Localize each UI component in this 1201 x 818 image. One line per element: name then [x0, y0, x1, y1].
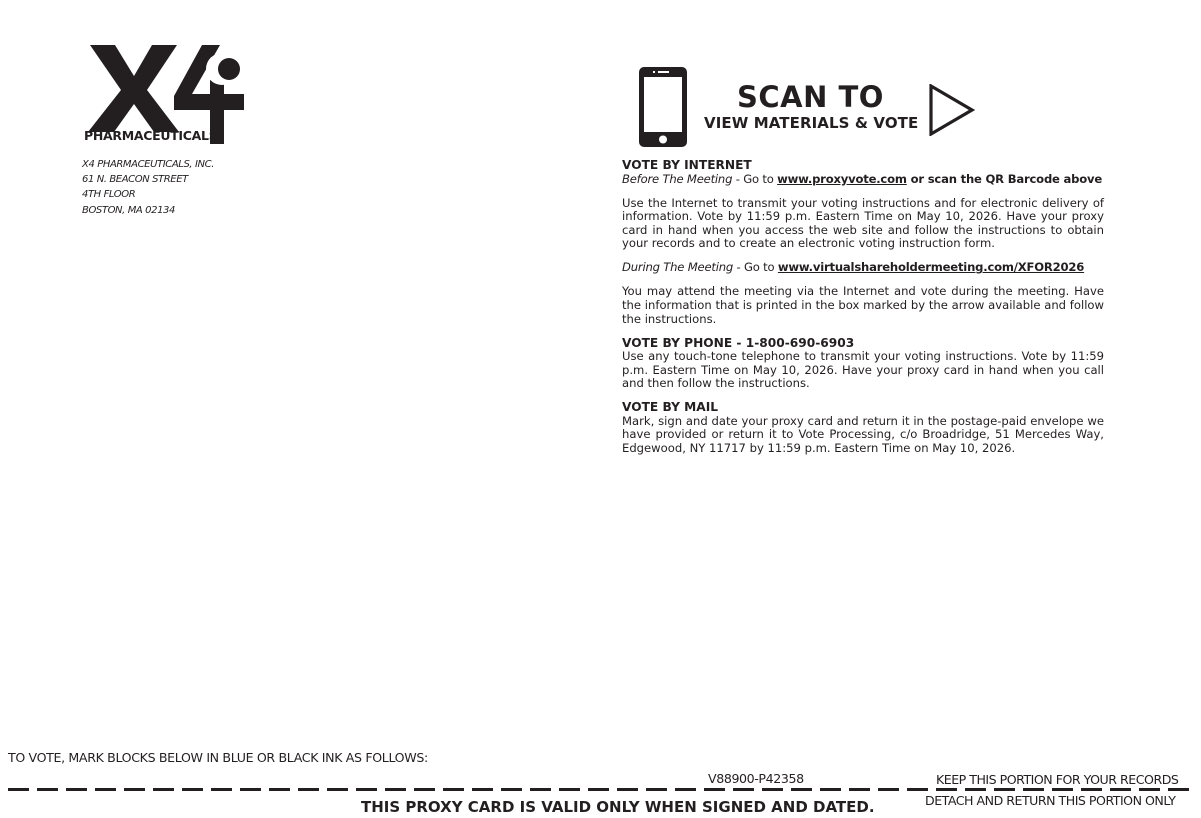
detach-portion-label: DETACH AND RETURN THIS PORTION ONLY [925, 793, 1176, 808]
before-meeting-label: Before The Meeting [622, 171, 733, 186]
vote-by-mail-section [622, 401, 1104, 455]
logo-wordmark: PHARMACEUTICALS [84, 128, 218, 143]
smartphone-icon [639, 67, 687, 147]
during-go-to: - Go to [733, 260, 778, 275]
vote-by-phone-section [622, 337, 1104, 391]
address-line: 4TH FLOOR [82, 189, 136, 201]
during-meeting-label: During The Meeting [622, 260, 734, 275]
before-go-to: - Go to [732, 171, 778, 186]
play-arrow-icon [929, 84, 975, 136]
company-address [82, 157, 214, 218]
voting-instructions [622, 159, 1104, 456]
before-meeting-line [622, 173, 1104, 187]
address-line: BOSTON, MA 02134 [82, 204, 175, 216]
address-line: X4 PHARMACEUTICALS, INC. [82, 159, 214, 170]
vote-internet-heading: VOTE BY INTERNET [622, 158, 752, 172]
company-logo [82, 42, 248, 148]
during-meeting-body: You may attend the meeting via the Internet and vote during the meeting. Have the information that is printed in the box marked by the arrow available and follow the instructions. [622, 284, 1104, 326]
control-code: V88900-P42358 [704, 771, 808, 786]
vote-mail-body: Mark, sign and date your proxy card and return it in the postage-paid envelope we have provided or return it to Vote Processing, c/o Broadridge, 51 Mercedes Way, Edgewood, NY 11717 by 11:59 p.m. Eastern Time on May 10, 2026. [622, 413, 1104, 456]
vote-by-internet-section [622, 159, 1104, 326]
keep-portion-label: KEEP THIS PORTION FOR YOUR RECORDS [936, 772, 1179, 787]
during-meeting-line [622, 261, 1104, 275]
vote-phone-body: Use any touch-tone telephone to transmit your voting instructions. Vote by 11:59 p.m. Eastern Time on May 10, 2026. Have your proxy card in hand when you call and then follow the instructions. [622, 349, 1104, 391]
virtual-meeting-link[interactable]: www.virtualshareholdermeeting.com/XFOR2026 [777, 260, 1085, 275]
vote-mail-heading: VOTE BY MAIL [622, 400, 719, 415]
validity-notice: THIS PROXY CARD IS VALID ONLY WHEN SIGNED AND DATED. [361, 798, 875, 816]
proxyvote-link[interactable]: www.proxyvote.com [777, 171, 907, 186]
scan-title: SCAN TO [737, 80, 884, 114]
address-line: 61 N. BEACON STREET [82, 174, 188, 186]
scan-subtitle: VIEW MATERIALS & VOTE [704, 114, 919, 132]
detach-dashed-line [8, 788, 1194, 791]
mark-instruction: TO VOTE, MARK BLOCKS BELOW IN BLUE OR BLACK INK AS FOLLOWS: [8, 750, 428, 765]
qr-scan-text: or scan the QR Barcode above [906, 171, 1103, 186]
vote-phone-heading: VOTE BY PHONE - 1-800-690-6903 [622, 335, 855, 350]
internet-vote-body: Use the Internet to transmit your voting instructions and for electronic delivery of information. Vote by 11:59 p.m. Eastern Time on May 10, 2026. Have your proxy card in hand when you access the web site and follow the instructions to obtain your records and to create an electronic voting instruction form. [622, 195, 1104, 251]
